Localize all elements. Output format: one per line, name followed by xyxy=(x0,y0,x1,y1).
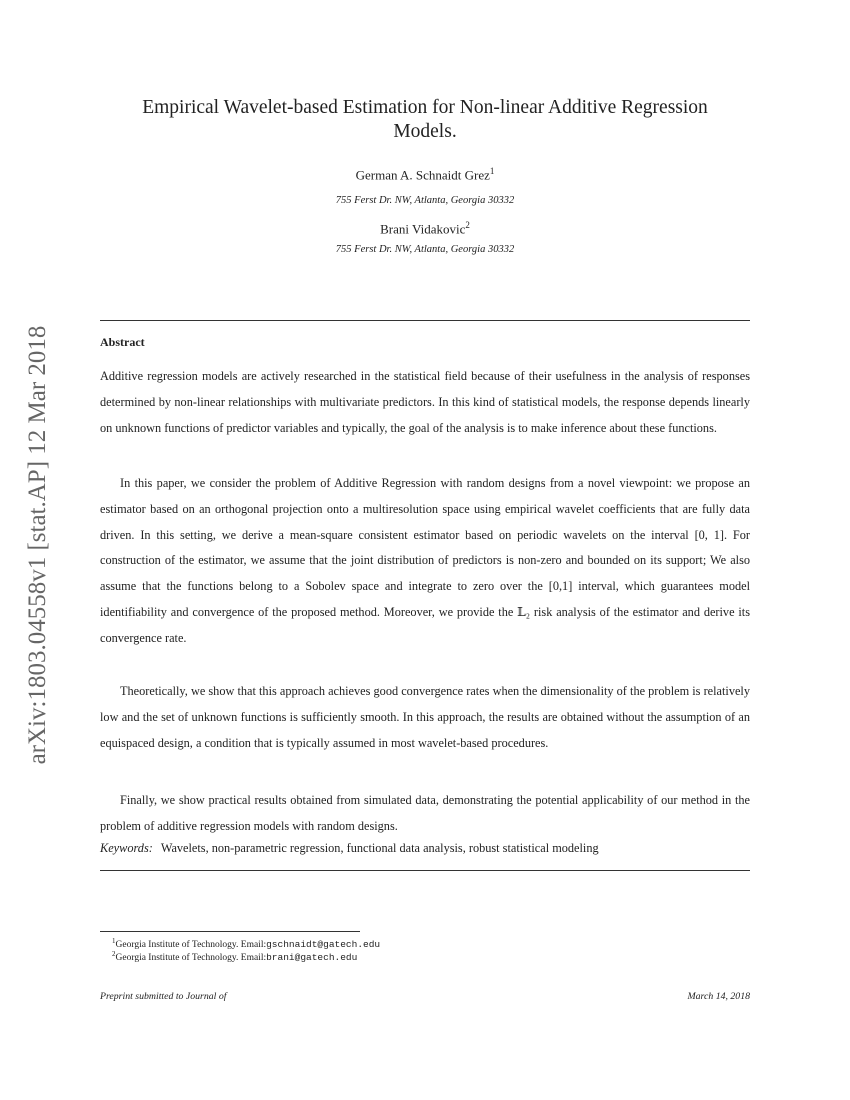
paper-title xyxy=(100,96,750,144)
footnote-1-email[interactable]: gschnaidt@gatech.edu xyxy=(266,939,381,951)
abstract-paragraph-3: Theoretically, we show that this approach achieves good convergence rates when the dimensionality of the problem is relatively low and the set of unknown functions is sufficiently smooth. In this approach, the results are obtained without the assumption of an equispaced design, a condition that is typically assumed in most wavelet-based procedures. xyxy=(100,684,750,750)
footnote-2-mark: 2 xyxy=(112,950,116,958)
footnote-2 xyxy=(112,948,357,965)
author-2-mark: 2 xyxy=(465,220,470,230)
keywords-label: Keywords: xyxy=(100,841,153,855)
abstract-heading: Abstract xyxy=(100,335,145,349)
footnote-1-text: Georgia Institute of Technology. Email: xyxy=(115,940,267,951)
keywords-text: Wavelets, non-parametric regression, functional data analysis, robust statistical modeling xyxy=(160,841,599,855)
abstract-bottom-rule xyxy=(100,870,750,871)
title-line-2: Models. xyxy=(393,121,457,142)
author-1-mark: 1 xyxy=(489,166,495,176)
footnote-1-mark: 1 xyxy=(112,937,116,945)
title-line-1: Empirical Wavelet-based Estimation for Non-linear Additive Regression xyxy=(142,97,708,118)
author-2-address: 755 Ferst Dr. NW, Atlanta, Georgia 30332 xyxy=(335,244,515,255)
abstract-paragraph-1: Additive regression models are actively researched in the statistical field because of their usefulness in the analysis of responses determined by non-linear relationships with multivariate predictors. In this kind of statistical models, the response depends linearly on unknown functions of predictor variables and typically, the goal of the analysis is to make inference about these functions. xyxy=(100,369,750,435)
abstract-top-rule xyxy=(100,320,750,321)
footnote-2-email[interactable]: brani@gatech.edu xyxy=(266,952,358,964)
preprint-note: Preprint submitted to Journal of xyxy=(100,991,227,1002)
abstract-paragraph-2: In this paper, we consider the problem of Additive Regression with random designs from a novel viewpoint: we propose an estimator based on an orthogonal projection onto a multiresolution space using empirical wavelet coefficients that are fully data driven. In this setting, we derive a mean-square consistent estimator based on periodic wavelets on the interval [0, 1]. For construction of the estimator, we assume that the joint distribution of predictors is non-zero and bounded on its support; We also assume that the functions belong to a Sobolev space and integrate to zero over the [0,1] interval, which guarantees model identifiability and convergence of the proposed method. Moreover, we provide the 𝕃₂ risk analysis of the estimator and derive its convergence rate. xyxy=(100,476,750,645)
preprint-date: March 14, 2018 xyxy=(687,991,750,1002)
keywords xyxy=(100,841,750,856)
author-1-name: German A. Schnaidt Grez xyxy=(355,167,490,183)
author-2-name: Brani Vidakovic xyxy=(380,221,466,237)
arxiv-identifier: arXiv:1803.04558v1 [stat.AP] 12 Mar 2018 xyxy=(24,325,51,765)
author-2 xyxy=(100,220,750,237)
footnote-rule xyxy=(100,931,360,932)
footnote-2-text: Georgia Institute of Technology. Email: xyxy=(115,953,267,964)
author-1 xyxy=(100,166,750,183)
abstract-paragraph-4: Finally, we show practical results obtained from simulated data, demonstrating the potential applicability of our method in the problem of additive regression models with random designs. xyxy=(100,793,750,833)
author-1-address: 755 Ferst Dr. NW, Atlanta, Georgia 30332 xyxy=(335,195,515,206)
